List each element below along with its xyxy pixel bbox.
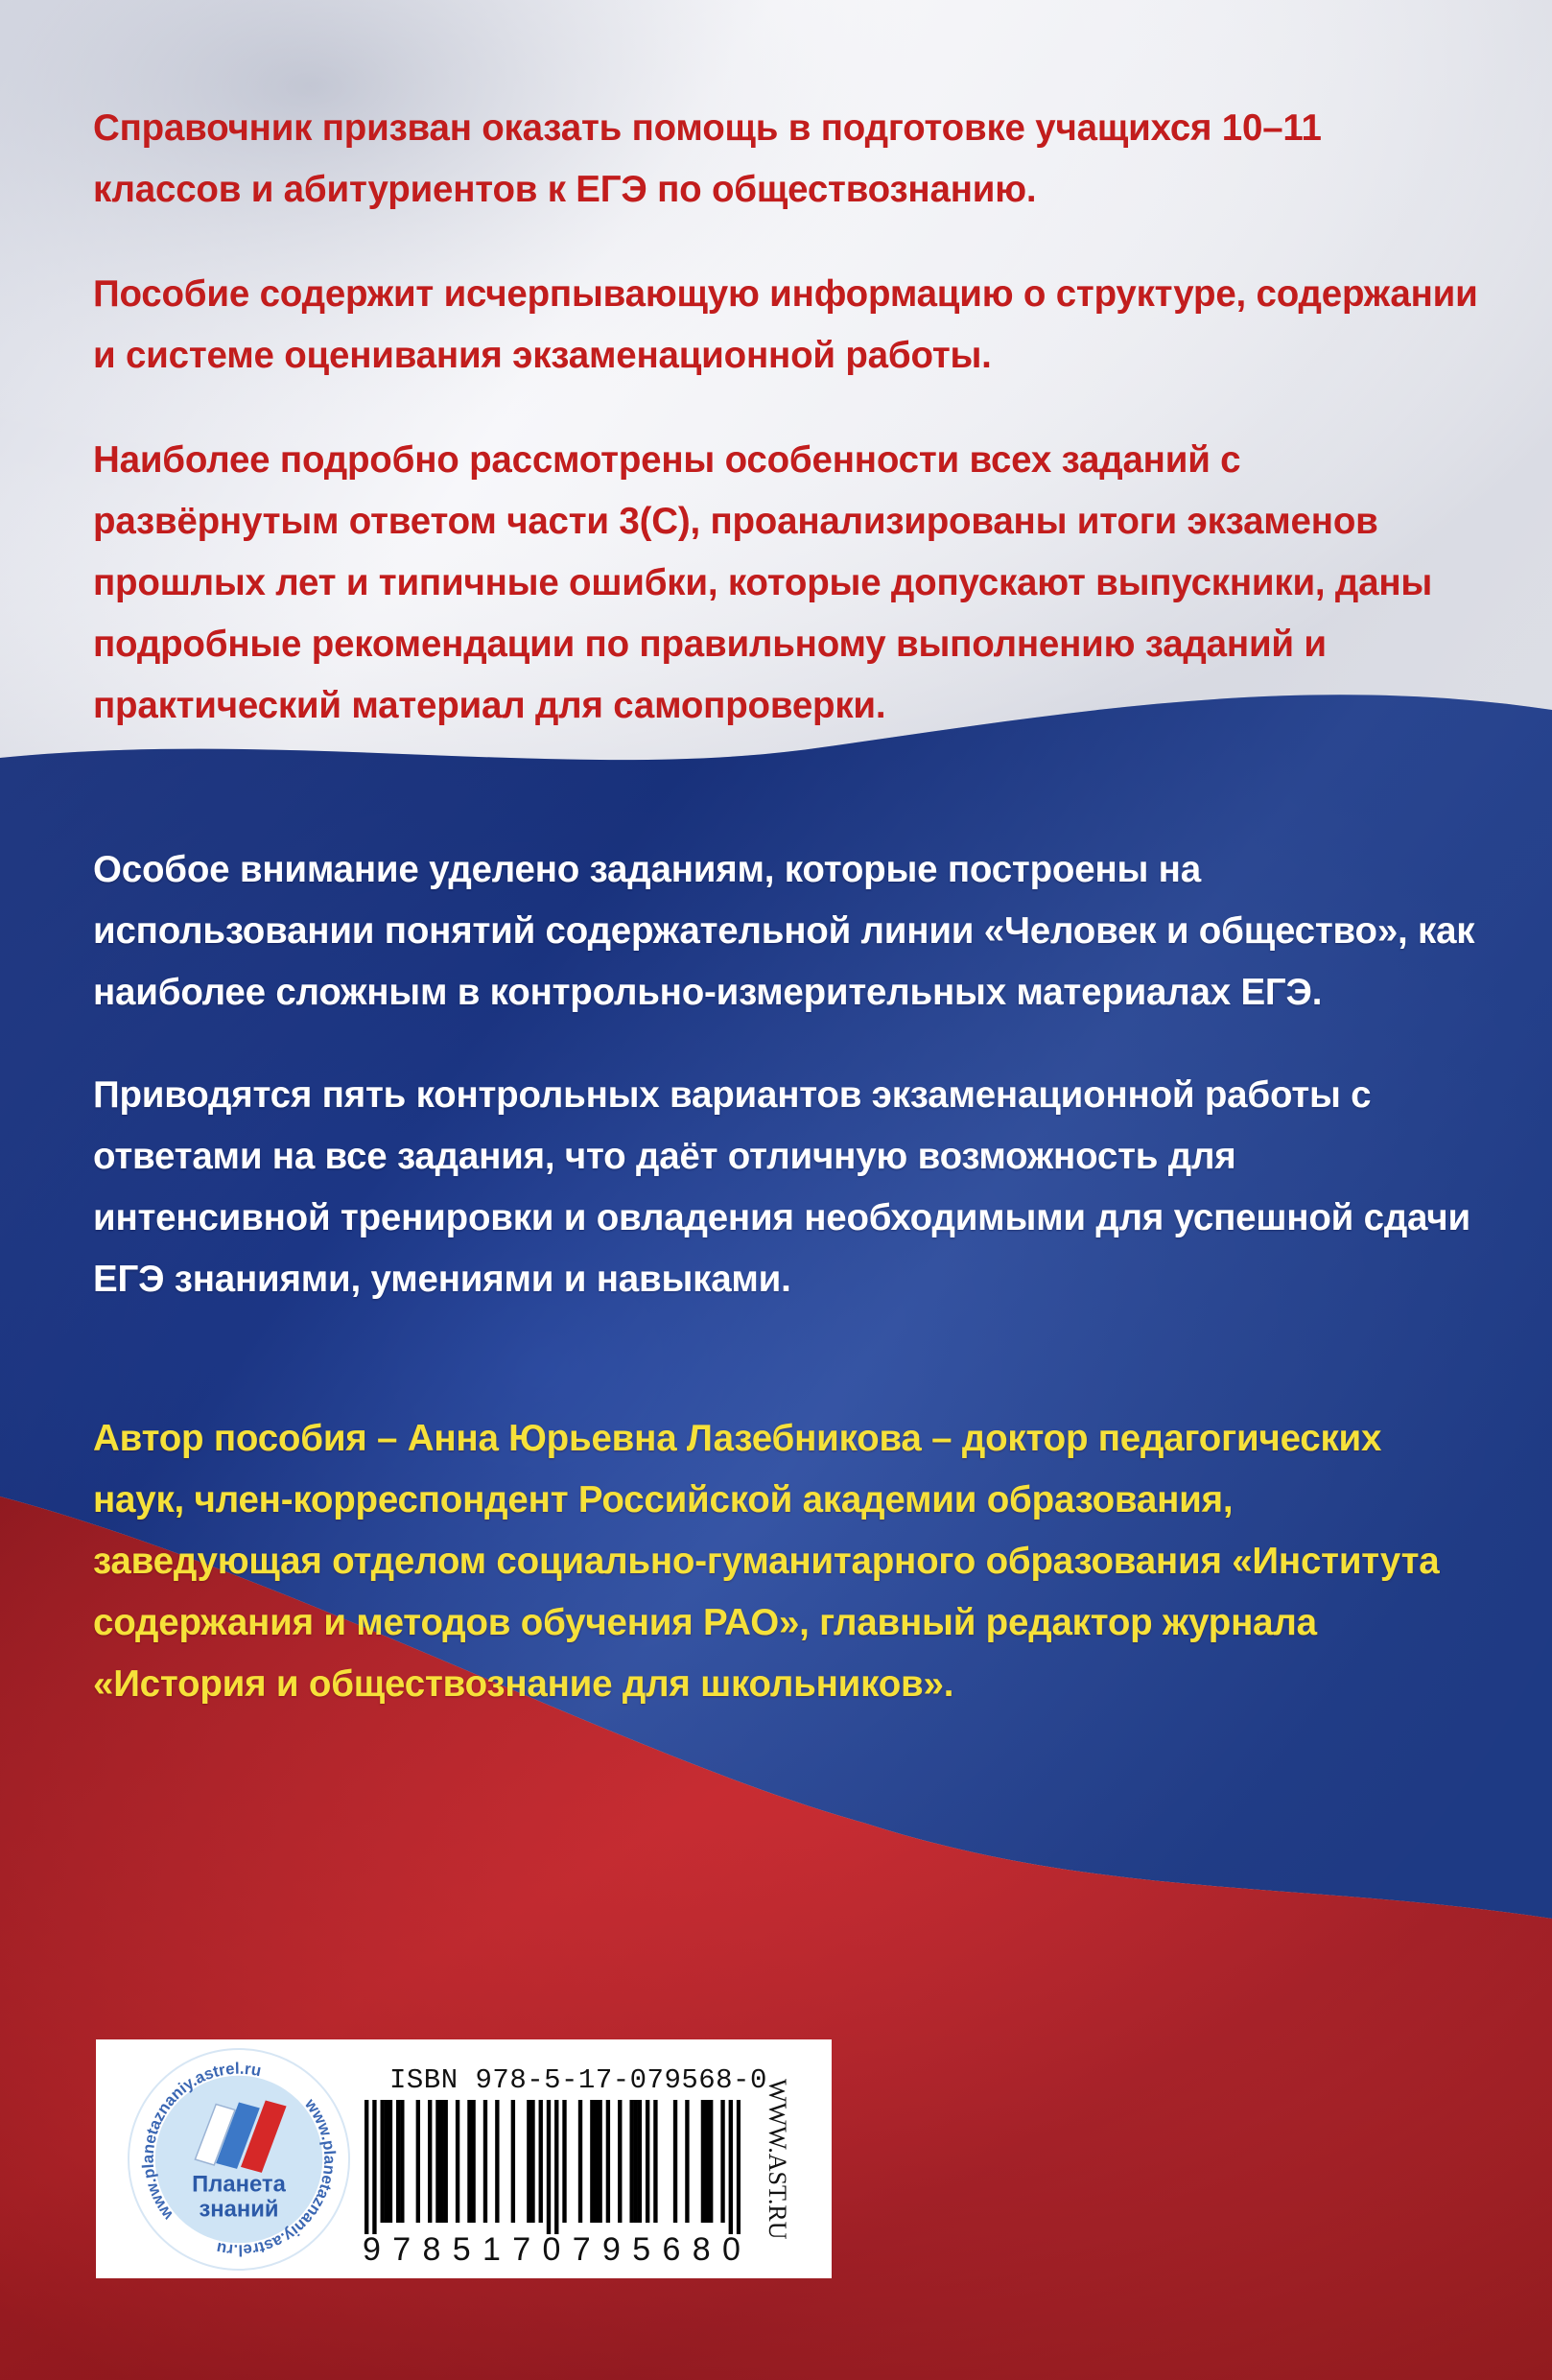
- ean-digit: 5: [452, 2231, 471, 2268]
- barcode-bar: [471, 2100, 475, 2223]
- ean-digit: 9: [363, 2231, 381, 2268]
- barcode-bar: [629, 2100, 633, 2223]
- barcode-bar: [634, 2100, 638, 2223]
- barcode-bar: [685, 2100, 689, 2223]
- barcode-bar: [495, 2100, 499, 2223]
- text-line: Автор пособия – Анна Юрьевна Лазебникова – доктор педагогических: [93, 1418, 1382, 1459]
- text-line: практический материал для самопроверки.: [93, 685, 886, 726]
- barcode-bar: [539, 2100, 543, 2223]
- ean-digit: 7: [572, 2231, 591, 2268]
- publisher-url: [748, 2073, 806, 2246]
- text-line: подробные рекомендации по правильному выполнению заданий и: [93, 624, 1327, 665]
- text-line: Наиболее подробно рассмотрены особенности всех заданий с: [93, 439, 1241, 481]
- text-line: и системе оценивания экзаменационной работы.: [93, 335, 992, 376]
- barcode-bar: [598, 2100, 601, 2223]
- ean-digit: 7: [392, 2231, 412, 2268]
- publisher-url-text: WWW.AST.RU: [764, 2079, 791, 2240]
- contents-paragraph: [93, 264, 1478, 387]
- isbn-panel: [96, 2039, 832, 2278]
- text-line: развёрнутым ответом части 3(С), проанализированы итоги экзаменов: [93, 501, 1378, 542]
- ean-digit: 1: [482, 2231, 501, 2268]
- ean-digit: 7: [512, 2231, 531, 2268]
- barcode-bar: [456, 2100, 459, 2223]
- barcode-guard-bar: [554, 2100, 558, 2234]
- text-line: ответами на все задания, что даёт отличную возможность для: [93, 1136, 1236, 1177]
- logo-name-line2: знаний: [199, 2196, 279, 2223]
- text-line: прошлых лет и типичные ошибки, которые допускают выпускники, даны: [93, 562, 1433, 603]
- text-line: Пособие содержит исчерпывающую информацию о структуре, содержании: [93, 273, 1478, 315]
- barcode-guard-bar: [372, 2100, 376, 2234]
- barcode-bar: [590, 2100, 594, 2223]
- logo-url-bottom: www.planetaznaniy.astrel.ru: [215, 2095, 340, 2260]
- barcode-bar: [444, 2100, 448, 2223]
- text-line: Особое внимание уделено заданиям, которые построены на: [93, 849, 1201, 890]
- barcode-bar: [562, 2100, 566, 2223]
- barcode-bar: [439, 2100, 443, 2223]
- barcode-bar: [511, 2100, 515, 2223]
- ean-digit: 0: [542, 2231, 561, 2268]
- text-line: ЕГЭ знаниями, умениями и навыками.: [93, 1259, 791, 1300]
- text-line: классов и абитуриентов к ЕГЭ по обществознанию.: [93, 169, 1037, 210]
- ean-digit: 6: [662, 2231, 681, 2268]
- text-line: Справочник призван оказать помощь в подготовке учащихся 10–11: [93, 107, 1322, 149]
- barcode-bar: [388, 2100, 392, 2223]
- barcode-bar: [705, 2100, 709, 2223]
- isbn-label: ISBN 978-5-17-079568-0: [389, 2064, 767, 2096]
- ean-digit: 8: [422, 2231, 441, 2268]
- barcode-bar: [467, 2100, 471, 2223]
- barcode-bar: [720, 2100, 724, 2223]
- barcode-bar: [435, 2100, 439, 2223]
- text-line: использовании понятий содержательной линии «Человек и общество», как: [93, 910, 1475, 952]
- ean-digits: [363, 2231, 741, 2269]
- barcode-bar: [396, 2100, 400, 2223]
- ean13-barcode: [364, 2100, 741, 2234]
- planeta-znaniy-logo: [125, 2045, 353, 2274]
- barcode-bar: [530, 2100, 534, 2223]
- barcode-bar: [594, 2100, 598, 2223]
- author-paragraph: [93, 1408, 1439, 1715]
- focus-paragraph: [93, 839, 1474, 1024]
- variants-paragraph: [93, 1065, 1470, 1310]
- barcode-bar: [385, 2100, 388, 2223]
- barcode-guard-bar: [729, 2100, 733, 2234]
- intro-paragraph: [93, 98, 1322, 221]
- barcode-bar: [701, 2100, 705, 2223]
- barcode-bar: [709, 2100, 713, 2223]
- ean-digit: 0: [722, 2231, 741, 2268]
- barcode-bar: [673, 2100, 677, 2223]
- text-line: Приводятся пять контрольных вариантов экзаменационной работы с: [93, 1074, 1372, 1116]
- barcode-bar: [381, 2100, 385, 2223]
- barcode-bar: [483, 2100, 487, 2223]
- barcode-bar: [618, 2100, 622, 2223]
- text-line: наиболее сложным в контрольно-измерительных материалах ЕГЭ.: [93, 972, 1323, 1013]
- barcode-bar: [400, 2100, 404, 2223]
- ean-digit: 5: [632, 2231, 651, 2268]
- barcode-bar: [527, 2100, 530, 2223]
- text-line: содержания и методов обучения РАО», главный редактор журнала: [93, 1602, 1317, 1643]
- ean-digit: 8: [692, 2231, 711, 2268]
- details-paragraph: [93, 430, 1432, 737]
- barcode-guard-bar: [364, 2100, 368, 2234]
- barcode-guard-bar: [547, 2100, 551, 2234]
- text-line: интенсивной тренировки и овладения необходимыми для успешной сдачи: [93, 1197, 1470, 1238]
- barcode-bar: [428, 2100, 432, 2223]
- logo-name-line1: Планета: [192, 2171, 286, 2198]
- barcode-guard-bar: [737, 2100, 741, 2234]
- barcode-bar: [638, 2100, 642, 2223]
- barcode-bar: [578, 2100, 582, 2223]
- text-line: заведующая отделом социально-гуманитарного образования «Института: [93, 1541, 1440, 1582]
- barcode-bar: [416, 2100, 420, 2223]
- text-line: «История и обществознание для школьников».: [93, 1663, 954, 1705]
- barcode-bar: [646, 2100, 649, 2223]
- ean-digit: 9: [602, 2231, 621, 2268]
- text-line: наук, член-корреспондент Российской академии образования,: [93, 1479, 1234, 1520]
- logo-url-top: www.planetaznaniy.astrel.ru: [138, 2059, 263, 2224]
- barcode-bar: [606, 2100, 610, 2223]
- barcode-bar: [653, 2100, 657, 2223]
